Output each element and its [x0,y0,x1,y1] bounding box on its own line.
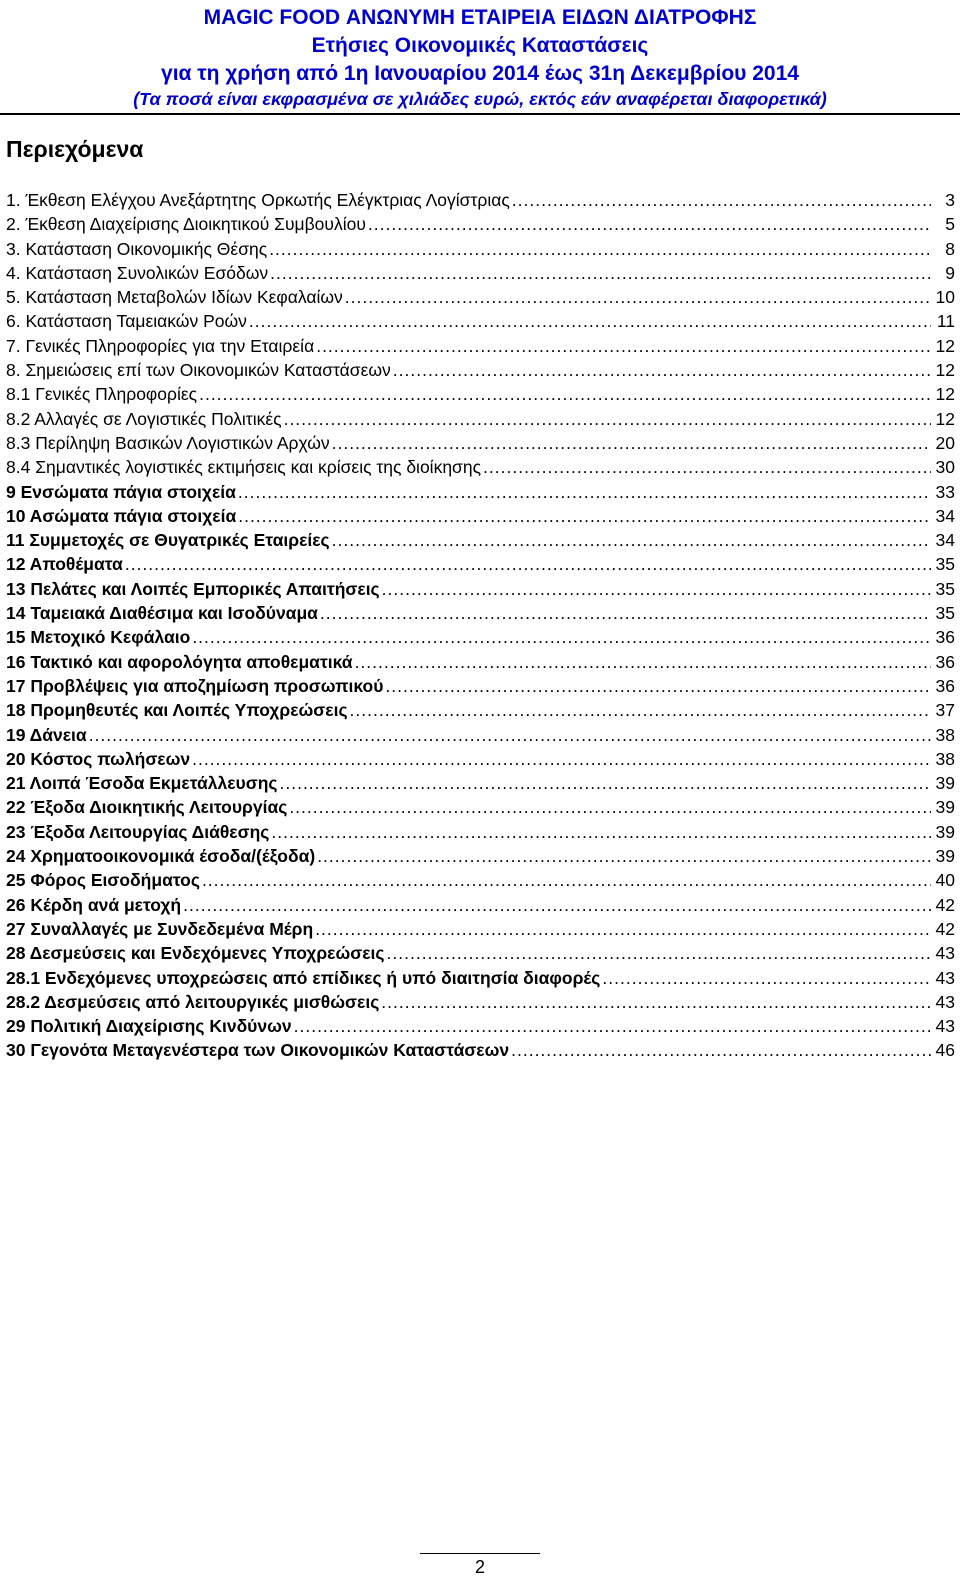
toc-entry-page: 12 [935,360,955,381]
toc-entry-page: 33 [935,481,955,502]
toc-dot-leader [238,504,931,528]
toc-entry[interactable] [6,723,955,747]
toc-entry-page: 37 [935,700,955,721]
toc-entry[interactable] [6,237,955,261]
toc-entry[interactable] [6,577,955,601]
toc-entry[interactable] [6,625,955,649]
toc-entry[interactable] [6,528,955,552]
toc-dot-leader [238,480,931,504]
toc-entry-label: 8.4 Σημαντικές λογιστικές εκτιμήσεις και κρίσεις της διοίκησης [6,457,482,478]
toc-entry-page: 12 [935,408,955,429]
toc-entry[interactable] [6,480,955,504]
toc-entry-label: 15 Μετοχικό Κεφάλαιο [6,627,191,648]
toc-entry-page: 5 [945,214,955,235]
toc-entry-label: 28 Δεσμεύσεις και Ενδεχόμενες Υποχρεώσεις [6,943,385,964]
toc-entry[interactable] [6,844,955,868]
toc-entry-label: 12 Αποθέματα [6,554,123,575]
toc-dot-leader [125,552,931,576]
toc-entry-label: 9 Ενσώματα πάγια στοιχεία [6,481,236,502]
reporting-period: για τη χρήση από 1η Ιανουαρίου 2014 έως 31η Δεκεμβρίου 2014 [161,62,799,85]
toc-dot-leader [270,261,931,285]
toc-entry-page: 39 [935,773,955,794]
toc-entry-label: 22 Έξοδα Διοικητικής Λειτουργίας [6,797,288,818]
toc-entry-page: 39 [935,821,955,842]
toc-entry-page: 36 [935,675,955,696]
toc-entry[interactable] [6,941,955,965]
toc-entry-label: 17 Προβλέψεις για αποζημίωση προσωπικού [6,675,384,696]
toc-entry-label: 4. Κατάσταση Συνολικών Εσόδων [6,262,269,283]
toc-entry-page: 35 [935,578,955,599]
company-name: MAGIC FOOD ΑΝΩΝΥΜΗ ΕΤΑΙΡΕΙΑ ΕΙΔΩΝ ΔΙΑΤΡΟΦΗΣ [203,6,757,29]
toc-entry-label: 3. Κατάσταση Οικονομικής Θέσης [6,238,268,259]
toc-entry-page: 3 [945,190,955,210]
toc-entry-page: 9 [945,262,955,283]
toc-dot-leader [202,868,931,892]
toc-entry-label: 8.3 Περίληψη Βασικών Λογιστικών Αρχών [6,432,330,453]
toc-entry-page: 12 [935,384,955,405]
toc-entry-page: 8 [945,238,955,259]
toc-entry-label: 23 Έξοδα Λειτουργίας Διάθεσης [6,821,270,842]
toc-dot-leader [368,212,931,236]
toc-entry-label: 10 Ασώματα πάγια στοιχεία [6,505,237,526]
toc-dot-leader [269,237,931,261]
toc-entry-label: 5. Κατάσταση Μεταβολών Ιδίων Κεφαλαίων [6,287,343,308]
toc-entry-label: 6. Κατάσταση Ταμειακών Ροών [6,311,247,332]
toc-dot-leader [483,455,931,479]
toc-dot-leader [89,723,931,747]
toc-entry[interactable] [6,212,955,236]
toc-dot-leader [511,1038,931,1062]
toc-entry[interactable] [6,285,955,309]
toc-entry-label: 21 Λοιπά Έσοδα Εκμετάλλευσης [6,773,278,794]
toc-dot-leader [350,698,931,722]
toc-entry-page: 43 [935,1016,955,1037]
footer-rule [420,1553,540,1554]
toc-entry-label: 18 Προμηθευτές και Λοιπές Υποχρεώσεις [6,700,348,721]
toc-entry[interactable] [6,334,955,358]
toc-entry-label: 2. Έκθεση Διαχείρισης Διοικητικού Συμβουλίου [6,214,366,235]
toc-entry-page: 11 [936,311,955,332]
toc-entry[interactable] [6,382,955,406]
toc-dot-leader [192,747,931,771]
toc-entry-label: 7. Γενικές Πληροφορίες για την Εταιρεία [6,335,315,356]
toc-entry-page: 43 [935,991,955,1012]
toc-title: Περιεχόμενα [6,136,144,162]
toc-entry-page: 42 [935,918,955,939]
toc-entry-page: 20 [935,432,955,453]
toc-entry-label: 26 Κέρδη ανά μετοχή [6,894,182,915]
toc-entry-page: 42 [935,894,955,915]
toc-entry[interactable] [6,747,955,771]
toc-dot-leader [387,941,931,965]
toc-entry[interactable] [6,261,955,285]
toc-dot-leader [355,650,931,674]
toc-dot-leader [315,917,931,941]
toc-entry-label: 8.2 Αλλαγές σε Λογιστικές Πολιτικές [6,408,282,429]
toc-dot-leader [393,358,931,382]
toc-entry[interactable] [6,1014,955,1038]
toc-entry[interactable] [6,674,955,698]
toc-entry[interactable] [6,188,955,212]
toc-entry[interactable] [6,820,955,844]
toc-dot-leader [249,309,931,333]
toc-entry-page: 40 [935,870,955,891]
toc-entry-label: 25 Φόρος Εισοδήματος [6,870,200,891]
toc-entry-page: 35 [935,603,955,624]
toc-entry-page: 30 [935,457,955,478]
toc-entry[interactable] [6,309,955,333]
toc-entry-label: 24 Χρηματοοικονομικά έσοδα/(έξοδα) [6,846,316,867]
toc-dot-leader [294,1014,931,1038]
toc-dot-leader [199,382,931,406]
toc-dot-leader [602,966,931,990]
toc-entry-label: 28.1 Ενδεχόμενες υποχρεώσεις από επίδικες ή υπό διαιτησία διαφορές [6,967,601,988]
toc-dot-leader [289,795,931,819]
toc-entry[interactable] [6,698,955,722]
toc-dot-leader [316,334,931,358]
toc-dot-leader [381,990,931,1014]
toc-entry-page: 35 [935,554,955,575]
toc-entry[interactable] [6,407,955,431]
document-header [0,0,960,115]
toc-dot-leader [280,771,932,795]
toc-entry-label: 13 Πελάτες και Λοιπές Εμπορικές Απαιτήσεις [6,578,380,599]
toc-entry[interactable] [6,771,955,795]
toc-entry-label: 19 Δάνεια [6,724,87,745]
table-of-contents [6,188,955,1063]
toc-entry[interactable] [6,601,955,625]
toc-entry[interactable] [6,868,955,892]
toc-entry-page: 46 [935,1040,955,1061]
toc-entry-label: 20 Κόστος πωλήσεων [6,748,191,769]
toc-entry-label: 28.2 Δεσμεύσεις από λειτουργικές μισθώσεις [6,991,380,1012]
toc-dot-leader [512,188,931,212]
toc-dot-leader [332,528,931,552]
toc-entry-label: 27 Συναλλαγές με Συνδεδεμένα Μέρη [6,918,314,939]
toc-entry-page: 12 [935,335,955,356]
currency-note: (Τα ποσά είναι εκφρασμένα σε χιλιάδες ευρώ, εκτός εάν αναφέρεται διαφορετικά) [133,89,827,109]
page-number: 2 [474,1557,485,1577]
toc-entry[interactable] [6,893,955,917]
toc-entry[interactable] [6,990,955,1014]
toc-entry-label: 16 Τακτικό και αφορολόγητα αποθεματικά [6,651,353,672]
toc-entry[interactable] [6,917,955,941]
toc-dot-leader [284,407,931,431]
toc-dot-leader [320,601,931,625]
toc-dot-leader [183,893,931,917]
toc-entry-label: 14 Ταμειακά Διαθέσιμα και Ισοδύναμα [6,603,318,624]
toc-entry[interactable] [6,504,955,528]
toc-dot-leader [271,820,931,844]
toc-dot-leader [382,577,931,601]
toc-entry-page: 38 [935,724,955,745]
toc-entry[interactable] [6,795,955,819]
toc-entry[interactable] [6,552,955,576]
toc-entry-page: 36 [935,651,955,672]
toc-entry-label: 29 Πολιτική Διαχείρισης Κινδύνων [6,1016,292,1037]
toc-entry[interactable] [6,455,955,479]
toc-entry-page: 39 [935,846,955,867]
toc-entry-page: 43 [935,943,955,964]
toc-entry-label: 1. Έκθεση Ελέγχου Ανεξάρτητης Ορκωτής Ελέγκτριας Λογίστριας [6,190,510,210]
toc-entry-page: 43 [935,967,955,988]
toc-dot-leader [317,844,931,868]
toc-dot-leader [332,431,931,455]
toc-entry-page: 34 [935,530,955,551]
toc-entry-page: 36 [935,627,955,648]
toc-entry-page: 38 [935,748,955,769]
toc-entry[interactable] [6,358,955,382]
toc-entry[interactable] [6,966,955,990]
toc-entry-label: 8. Σημειώσεις επί των Οικονομικών Καταστάσεων [6,360,391,381]
toc-entry-page: 34 [935,505,955,526]
toc-entry[interactable] [6,431,955,455]
toc-entry-page: 10 [935,287,955,308]
toc-entry[interactable] [6,1038,955,1062]
toc-entry-label: 8.1 Γενικές Πληροφορίες [6,384,198,405]
toc-entry-page: 39 [935,797,955,818]
toc-entry[interactable] [6,650,955,674]
toc-dot-leader [385,674,931,698]
toc-dot-leader [345,285,931,309]
toc-entry-label: 30 Γεγονότα Μεταγενέστερα των Οικονομικών Καταστάσεων [6,1040,510,1061]
toc-entry-label: 11 Συμμετοχές σε Θυγατρικές Εταιρείες [6,530,330,551]
document-subtitle: Ετήσιες Οικονομικές Καταστάσεις [311,34,649,57]
toc-dot-leader [192,625,931,649]
